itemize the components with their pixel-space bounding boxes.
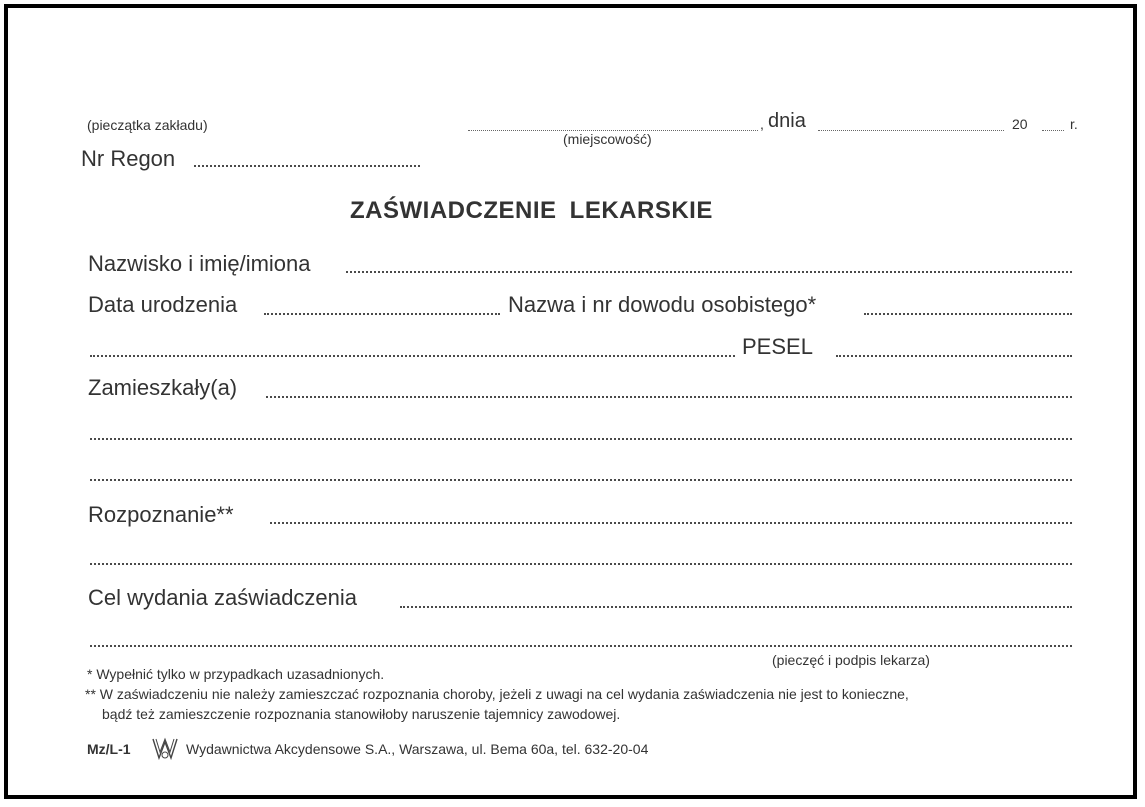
- diagnosis-dots[interactable]: [270, 522, 1072, 524]
- footnote-two-line2: bądź też zamieszczenie rozpoznania stanowiłoby naruszenie tajemnicy zawodowej.: [102, 706, 621, 722]
- diagnosis-dots-2[interactable]: [90, 563, 1072, 565]
- publisher-text: Wydawnictwa Akcydensowe S.A., Warszawa, ul. Bema 60a, tel. 632-20-04: [186, 741, 649, 757]
- residence-dots-3[interactable]: [90, 479, 1072, 481]
- name-dots[interactable]: [346, 271, 1072, 273]
- birth-date-label: Data urodzenia: [88, 292, 238, 317]
- signature-dots[interactable]: [90, 645, 1072, 647]
- id-document-dots[interactable]: [864, 313, 1072, 315]
- dnia-label: dnia: [768, 110, 806, 132]
- id-number-dots[interactable]: [90, 355, 735, 357]
- year-dots[interactable]: [1042, 130, 1064, 131]
- footnote-one: * Wypełnić tylko w przypadkach uzasadnionych.: [87, 666, 385, 682]
- publisher-logo-icon: [150, 736, 180, 762]
- date-dots[interactable]: [818, 130, 1004, 131]
- residence-dots[interactable]: [266, 396, 1072, 398]
- purpose-label: Cel wydania zaświadczenia: [88, 585, 358, 610]
- year-suffix: r.: [1070, 116, 1078, 132]
- footnote-two-line1: ** W zaświadczeniu nie należy zamieszczać rozpoznania choroby, jeżeli z uwagi na cel wydania zaświadczenia nie jest to konieczne,: [85, 686, 909, 702]
- name-label: Nazwisko i imię/imiona: [88, 251, 311, 276]
- year-prefix: 20: [1012, 116, 1028, 132]
- signature-label: (pieczęć i podpis lekarza): [772, 652, 930, 668]
- residence-label: Zamieszkały(a): [88, 375, 238, 400]
- comma: ,: [760, 116, 764, 132]
- pesel-label: PESEL: [742, 334, 813, 359]
- stamp-label: (pieczątka zakładu): [87, 117, 208, 133]
- residence-dots-2[interactable]: [90, 438, 1072, 440]
- document-title: ZAŚWIADCZENIE LEKARSKIE: [350, 197, 713, 224]
- birth-date-dots[interactable]: [264, 313, 500, 315]
- id-document-label: Nazwa i nr dowodu osobistego*: [508, 292, 817, 317]
- purpose-dots[interactable]: [400, 606, 1072, 608]
- diagnosis-label: Rozpoznanie**: [88, 502, 234, 527]
- form-code: Mz/L-1: [87, 741, 131, 757]
- regon-label: Nr Regon: [81, 146, 176, 171]
- regon-dots[interactable]: [194, 165, 420, 167]
- place-label: (miejscowość): [563, 131, 652, 147]
- pesel-dots[interactable]: [836, 355, 1072, 357]
